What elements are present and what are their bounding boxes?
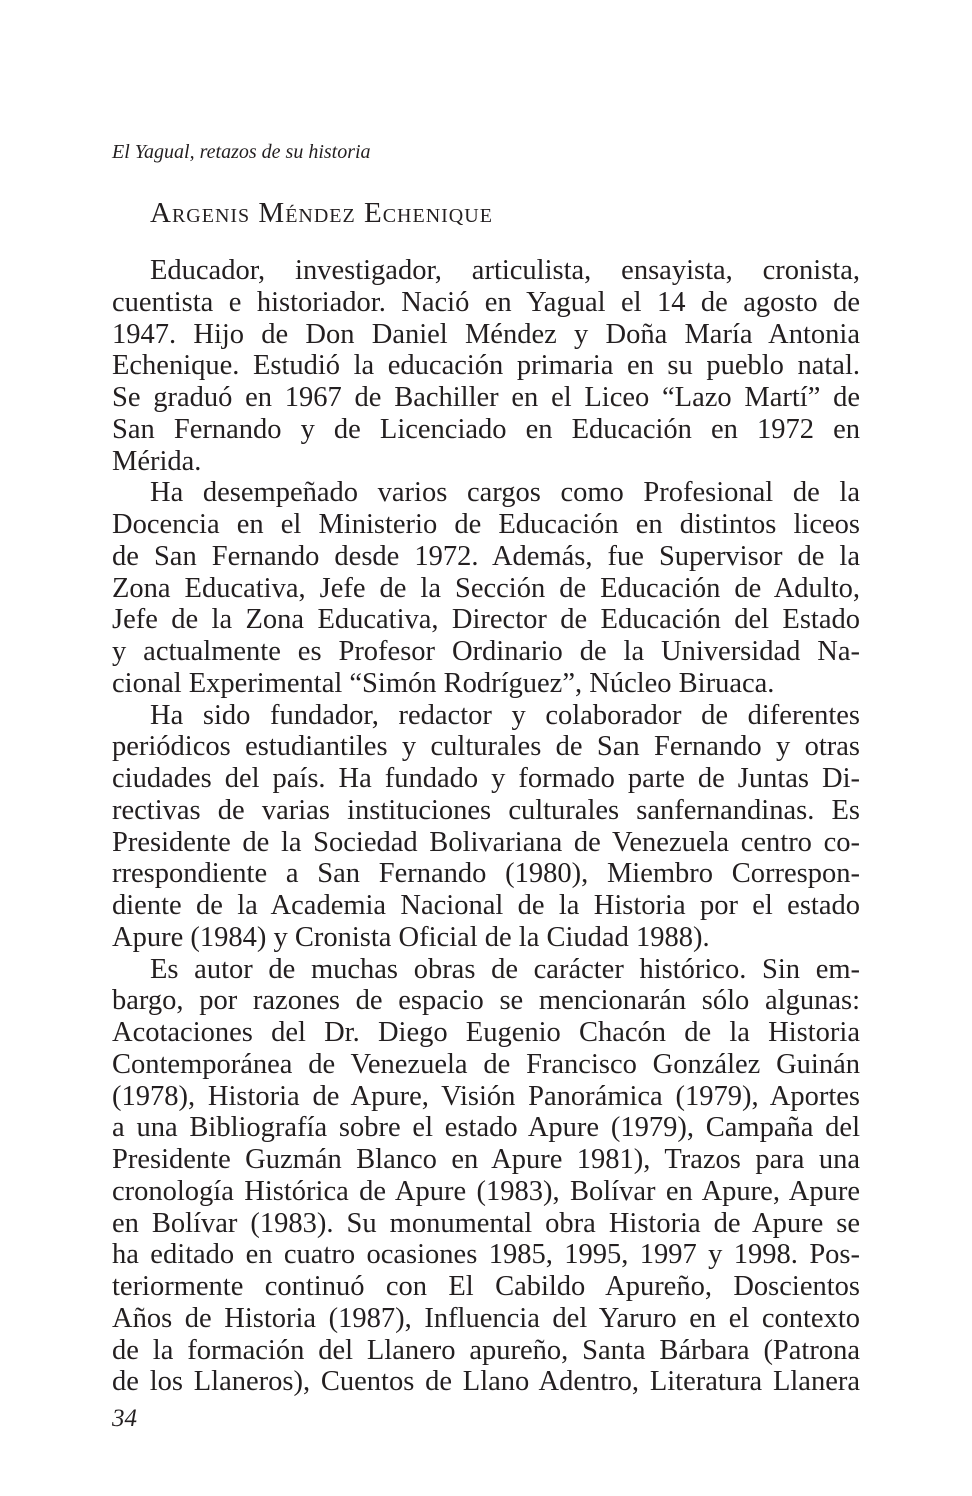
text-line: Mérida. xyxy=(112,445,202,477)
text-line: Se graduó en 1967 de Bachiller en el Liceo “Lazo Martí” de xyxy=(112,382,860,413)
text-line: Educador, investigador, articulista, ensayista, cronista, xyxy=(150,255,860,286)
author-heading: Argenis Méndez Echenique xyxy=(150,197,493,229)
text-line: en Bolívar (1983). Su monumental obra Historia de Apure se xyxy=(112,1207,860,1239)
text-line: San Fernando y de Licenciado en Educación en 1972 en xyxy=(112,413,860,445)
paragraph xyxy=(112,255,860,477)
biography-text xyxy=(112,255,860,1398)
text-line: Docencia en el Ministerio de Educación en distintos liceos xyxy=(112,509,860,540)
text-line: Acotaciones del Dr. Diego Eugenio Chacón de la Historia xyxy=(112,1017,860,1048)
text-line: de San Fernando desde 1972. Además, fue Supervisor de la xyxy=(112,540,860,572)
running-head: El Yagual, retazos de su historia xyxy=(112,141,371,163)
text-line: Zona Educativa, Jefe de la Sección de Educación de Adulto, xyxy=(112,572,860,604)
text-line: Presidente de la Sociedad Bolivariana de Venezuela centro co- xyxy=(112,826,860,858)
text-line: rrespondiente a San Fernando (1980), Miembro Correspon- xyxy=(112,858,860,890)
text-line: Apure (1984) y Cronista Oficial de la Ciudad 1988). xyxy=(112,921,710,953)
text-line: Años de Historia (1987), Influencia del Yaruro en el contexto xyxy=(112,1302,860,1334)
text-line: cuentista e historiador. Nació en Yagual el 14 de agosto de xyxy=(112,286,860,318)
text-line: Ha sido fundador, redactor y colaborador de diferentes xyxy=(150,699,860,731)
text-line: Presidente Guzmán Blanco en Apure 1981), Trazos para una xyxy=(112,1144,860,1175)
text-line: Contemporánea de Venezuela de Francisco González Guinán xyxy=(112,1048,860,1080)
paragraph xyxy=(112,700,860,954)
text-line: Echenique. Estudió la educación primaria en su pueblo natal. xyxy=(112,350,860,382)
text-line: Es autor de muchas obras de carácter histórico. Sin em- xyxy=(150,953,860,985)
text-line: (1978), Historia de Apure, Visión Panorámica (1979), Aportes xyxy=(112,1080,860,1112)
text-line: cional Experimental “Simón Rodríguez”, Núcleo Biruaca. xyxy=(112,667,775,699)
text-line: periódicos estudiantiles y culturales de San Fernando y otras xyxy=(112,731,860,763)
paragraph xyxy=(112,954,860,1399)
text-line: rectivas de varias instituciones culturales sanfernandinas. Es xyxy=(112,794,860,826)
text-line: diente de la Academia Nacional de la Historia por el estado xyxy=(112,890,860,921)
text-line: de la formación del Llanero apureño, Santa Bárbara (Patrona xyxy=(112,1334,860,1366)
text-line: bargo, por razones de espacio se mencionarán sólo algunas: xyxy=(112,985,860,1017)
paragraph xyxy=(112,477,860,699)
text-line: de los Llaneros), Cuentos de Llano Adentro, Literatura Llanera xyxy=(112,1366,860,1398)
text-line: 1947. Hijo de Don Daniel Méndez y Doña María Antonia xyxy=(112,318,860,350)
text-line: a una Bibliografía sobre el estado Apure (1979), Campaña del xyxy=(112,1112,860,1144)
text-line: ha editado en cuatro ocasiones 1985, 1995, 1997 y 1998. Pos- xyxy=(112,1239,860,1271)
text-line: cronología Histórica de Apure (1983), Bolívar en Apure, Apure xyxy=(112,1175,860,1207)
text-line: Jefe de la Zona Educativa, Director de Educación del Estado xyxy=(112,604,860,636)
text-line: Ha desempeñado varios cargos como Profesional de la xyxy=(150,477,860,509)
text-line: y actualmente es Profesor Ordinario de la Universidad Na- xyxy=(112,636,860,667)
text-line: teriormente continuó con El Cabildo Apureño, Doscientos xyxy=(112,1271,860,1302)
page-number: 34 xyxy=(112,1405,137,1432)
text-line: ciudades del país. Ha fundado y formado parte de Juntas Di- xyxy=(112,763,860,794)
